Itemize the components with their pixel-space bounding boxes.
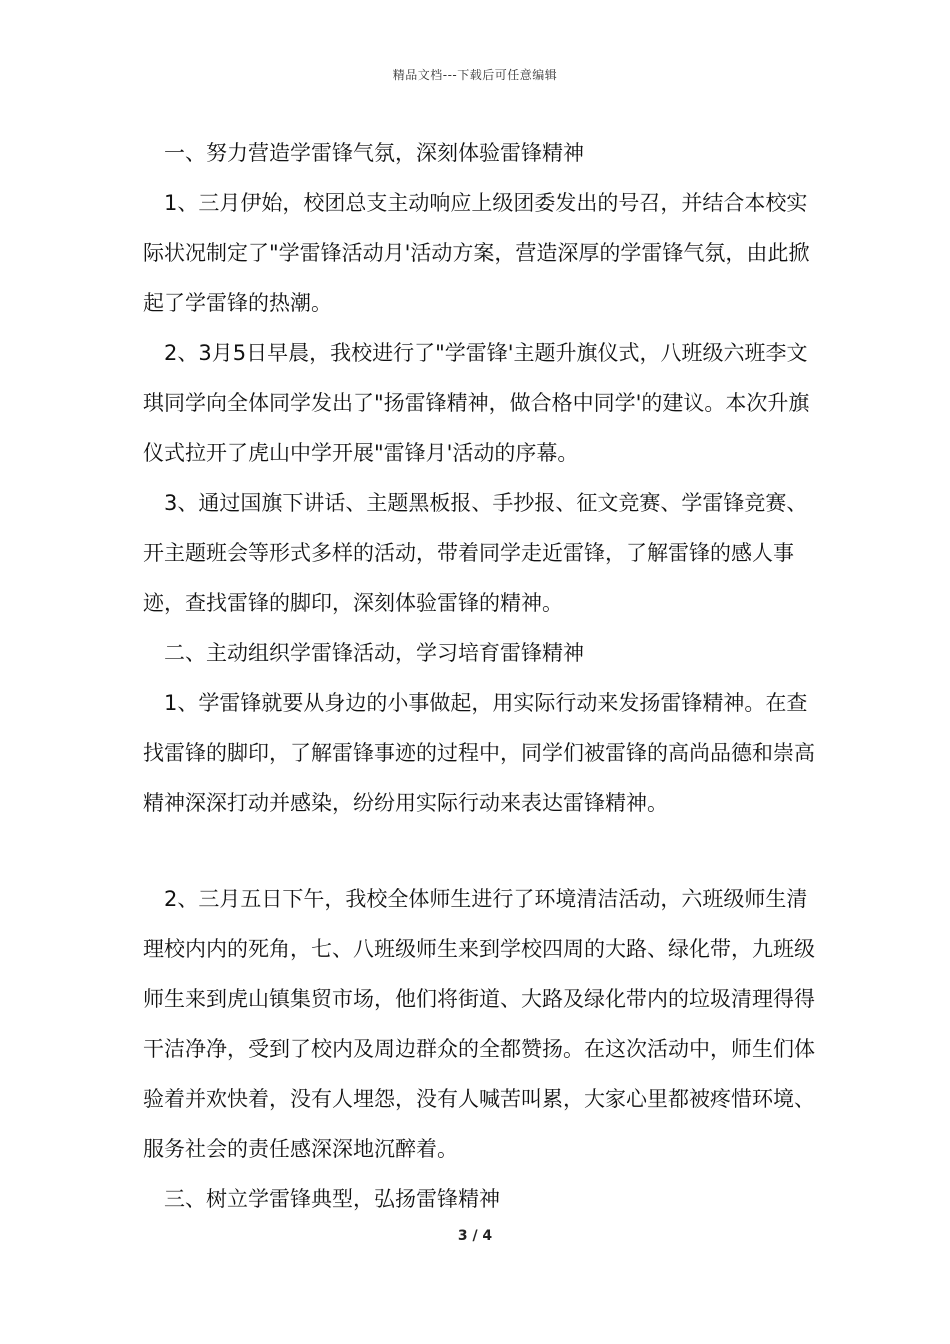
page-header: 精品文档---下载后可任意编辑 [392, 68, 558, 82]
page-number: 3 / 4 [457, 1228, 493, 1244]
paragraph-spacer [143, 828, 827, 874]
section-heading-2: 二、主动组织学雷锋活动，学习培育雷锋精神 [164, 641, 584, 665]
section-heading-3: 三、树立学雷锋典型，弘扬雷锋精神 [164, 1187, 500, 1211]
paragraph: 1、三月伊始，校团总支主动响应上级团委发出的号召，并结合本校实际状况制定了"学雷锋活动月'活动方案，营造深厚的学雷锋气氛，由此掀起了学雷锋的热潮。 [143, 191, 810, 315]
paragraph: 1、学雷锋就要从身边的小事做起，用实际行动来发扬雷锋精神。在查找雷锋的脚印，了解雷锋事迹的过程中，同学们被雷锋的高尚品德和崇高精神深深打动并感染，纷纷用实际行动来表达雷锋精神。 [143, 691, 815, 815]
paragraph: 3、通过国旗下讲话、主题黑板报、手抄报、征文竞赛、学雷锋竞赛、开主题班会等形式多样的活动，带着同学走近雷锋，了解雷锋的感人事迹，查找雷锋的脚印，深刻体验雷锋的精神。 [143, 491, 808, 615]
paragraph: 2、3月5日早晨，我校进行了"学雷锋'主题升旗仪式，八班级六班李文琪同学向全体同学发出了"扬雷锋精神，做合格中同学'的建议。本次升旗仪式拉开了虎山中学开展"雷锋月'活动的序幕。 [143, 341, 810, 465]
document-body [143, 128, 827, 1224]
section-heading-1: 一、努力营造学雷锋气氛，深刻体验雷锋精神 [164, 141, 584, 165]
paragraph: 2、三月五日下午，我校全体师生进行了环境清洁活动，六班级师生清理校内内的死角，七、八班级师生来到学校四周的大路、绿化带，九班级师生来到虎山镇集贸市场，他们将街道、大路及绿化带内的垃圾清理得得干洁净净，受到了校内及周边群众的全都赞扬。在这次活动中，师生们体验着并欢快着，没有人埋怨，没有人喊苦叫累，大家心里都被疼惜环境、服务社会的责任感深深地沉醉着。 [143, 887, 815, 1161]
